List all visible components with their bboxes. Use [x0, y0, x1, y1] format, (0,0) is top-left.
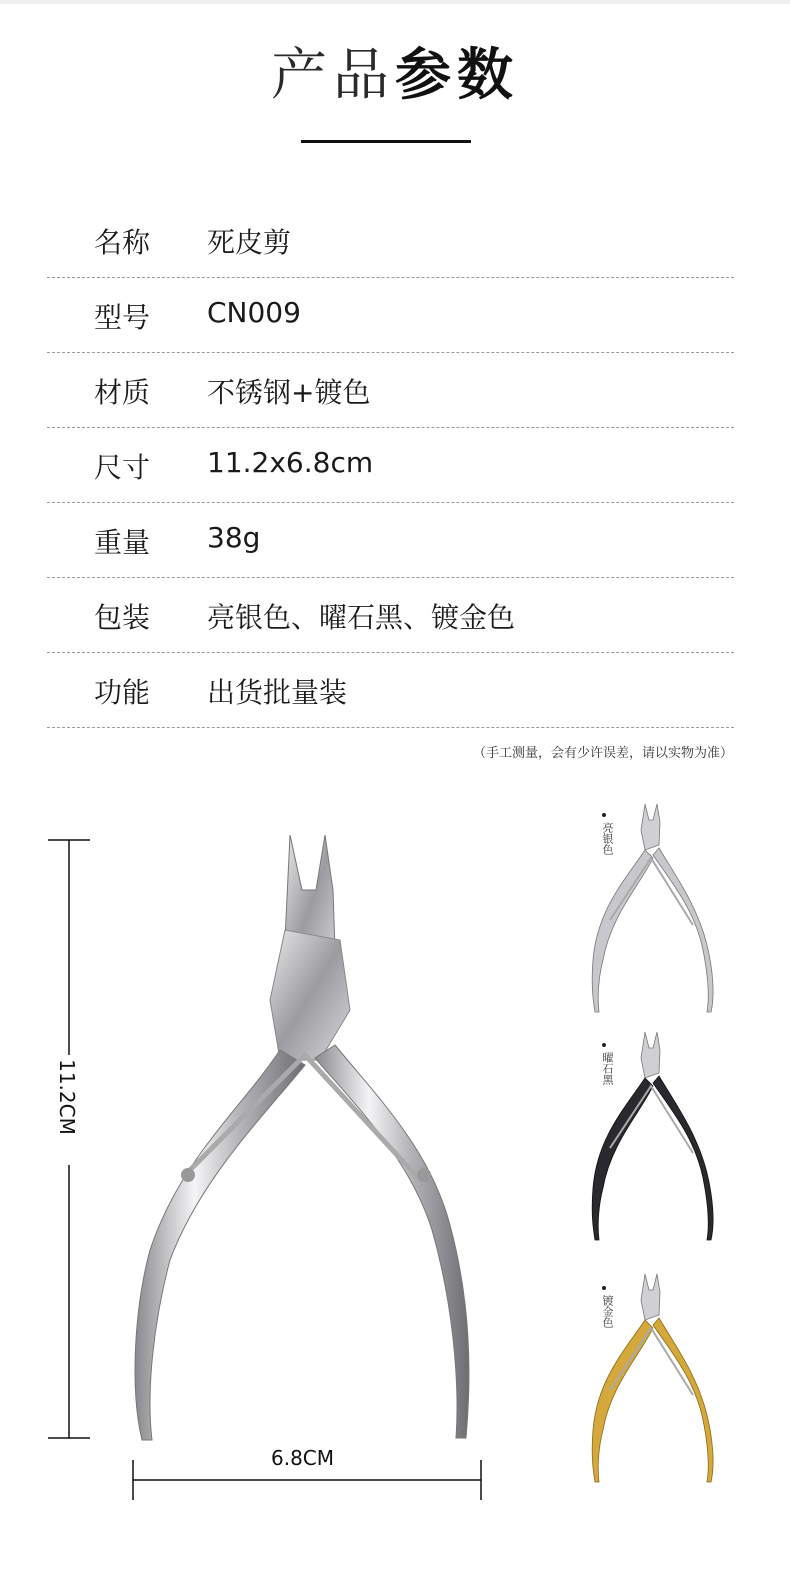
variant-label-silver: 亮银色	[601, 822, 614, 855]
spec-row	[47, 578, 734, 653]
height-label: 11.2CM	[55, 1059, 79, 1135]
spec-row	[47, 503, 734, 578]
variant-label-gold: 镀金色	[601, 1295, 614, 1328]
title-bold: 参数	[395, 43, 519, 108]
spec-key: 名称	[94, 226, 151, 259]
spec-key: 材质	[94, 376, 151, 409]
spec-value: 出货批量装	[207, 676, 348, 709]
spec-value: 不锈钢+镀色	[207, 376, 371, 409]
spec-value: CN009	[207, 296, 301, 329]
spec-row	[47, 653, 734, 728]
top-strip	[0, 0, 790, 4]
variant-label-black: 曜石黑	[601, 1052, 614, 1085]
spec-value: 死皮剪	[207, 226, 292, 259]
spec-row	[47, 353, 734, 428]
gold-nipper-thumbnail	[585, 1270, 725, 1485]
width-label: 6.8CM	[263, 1446, 342, 1470]
spec-table	[47, 203, 734, 728]
spec-value: 11.2x6.8cm	[207, 446, 374, 479]
silver-nipper-thumbnail	[585, 800, 725, 1015]
spec-key: 包装	[94, 601, 151, 634]
spec-key: 型号	[94, 301, 151, 334]
spec-value: 38g	[207, 521, 261, 554]
cuticle-nipper-image	[120, 830, 500, 1450]
title-light: 产品	[271, 43, 395, 108]
title-underline	[301, 140, 471, 143]
spec-key: 尺寸	[94, 451, 151, 484]
spec-key: 重量	[94, 526, 151, 559]
measurement-note: （手工测量，会有少许误差，请以实物为准）	[472, 746, 733, 761]
spec-value: 亮银色、曜石黑、镀金色	[207, 601, 516, 634]
spec-row	[47, 203, 734, 278]
spec-key: 功能	[94, 676, 151, 709]
spec-row	[47, 278, 734, 353]
page-title	[0, 43, 790, 108]
spec-row	[47, 428, 734, 503]
black-nipper-thumbnail	[585, 1028, 725, 1243]
